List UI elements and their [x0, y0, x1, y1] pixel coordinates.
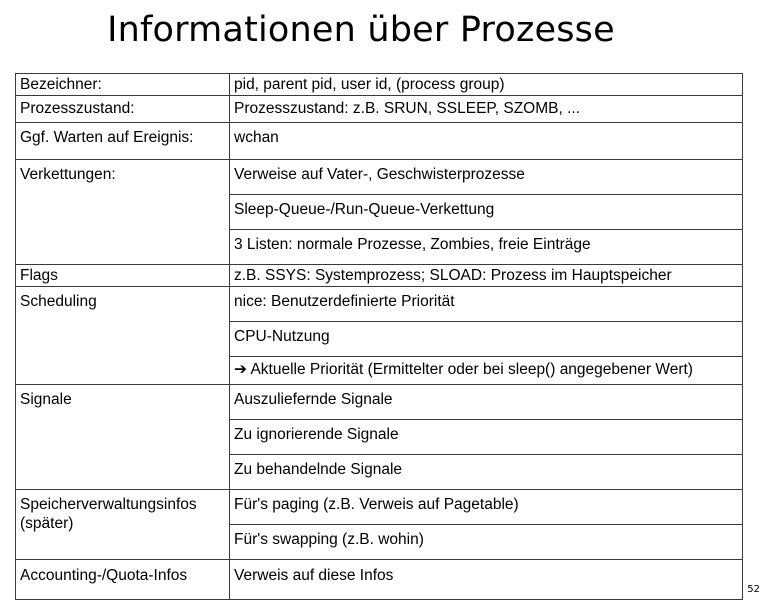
table-row-scheduling: [16, 287, 743, 322]
row-value: wchan: [230, 123, 743, 160]
table-row-flags: [16, 265, 743, 287]
row-label: Scheduling: [16, 287, 230, 385]
row-label: Signale: [16, 385, 230, 490]
row-value: Zu ignorierende Signale: [230, 420, 743, 455]
row-value: Für's swapping (z.B. wohin): [230, 525, 743, 560]
row-value: 3 Listen: normale Prozesse, Zombies, freie Einträge: [230, 230, 743, 265]
row-value: Sleep-Queue-/Run-Queue-Verkettung: [230, 195, 743, 230]
row-label: Bezeichner:: [16, 74, 230, 96]
row-value: ➔ Aktuelle Priorität (Ermittelter oder bei sleep() angegebener Wert): [230, 357, 743, 385]
row-label: Prozesszustand:: [16, 96, 230, 123]
table-row-bezeichner: [16, 74, 743, 96]
row-label: Speicherverwaltungsinfos (später): [16, 490, 230, 560]
row-value: pid, parent pid, user id, (process group): [230, 74, 743, 96]
row-value: Zu behandelnde Signale: [230, 455, 743, 490]
row-label: Accounting-/Quota-Infos: [16, 560, 230, 600]
table-row-verkettungen: [16, 160, 743, 195]
table-row-signale: [16, 385, 743, 420]
row-label: Ggf. Warten auf Ereignis:: [16, 123, 230, 160]
row-value: Prozesszustand: z.B. SRUN, SSLEEP, SZOMB, ...: [230, 96, 743, 123]
table-row-prozesszustand: [16, 96, 743, 123]
row-value: z.B. SSYS: Systemprozess; SLOAD: Prozess im Hauptspeicher: [230, 265, 743, 287]
row-label: Flags: [16, 265, 230, 287]
table-row-warten: [16, 123, 743, 160]
process-info-table: [15, 73, 743, 600]
row-value: Verweis auf diese Infos: [230, 560, 743, 600]
page-number: 52: [747, 584, 760, 595]
row-value: CPU-Nutzung: [230, 322, 743, 357]
row-value: nice: Benutzerdefinierte Priorität: [230, 287, 743, 322]
row-label: Verkettungen:: [16, 160, 230, 265]
row-value: Auszuliefernde Signale: [230, 385, 743, 420]
slide-title: Informationen über Prozesse: [107, 10, 615, 50]
table-row-accounting: [16, 560, 743, 600]
table-row-speicher: [16, 490, 743, 525]
row-value: Für's paging (z.B. Verweis auf Pagetable): [230, 490, 743, 525]
row-value: Verweise auf Vater-, Geschwisterprozesse: [230, 160, 743, 195]
